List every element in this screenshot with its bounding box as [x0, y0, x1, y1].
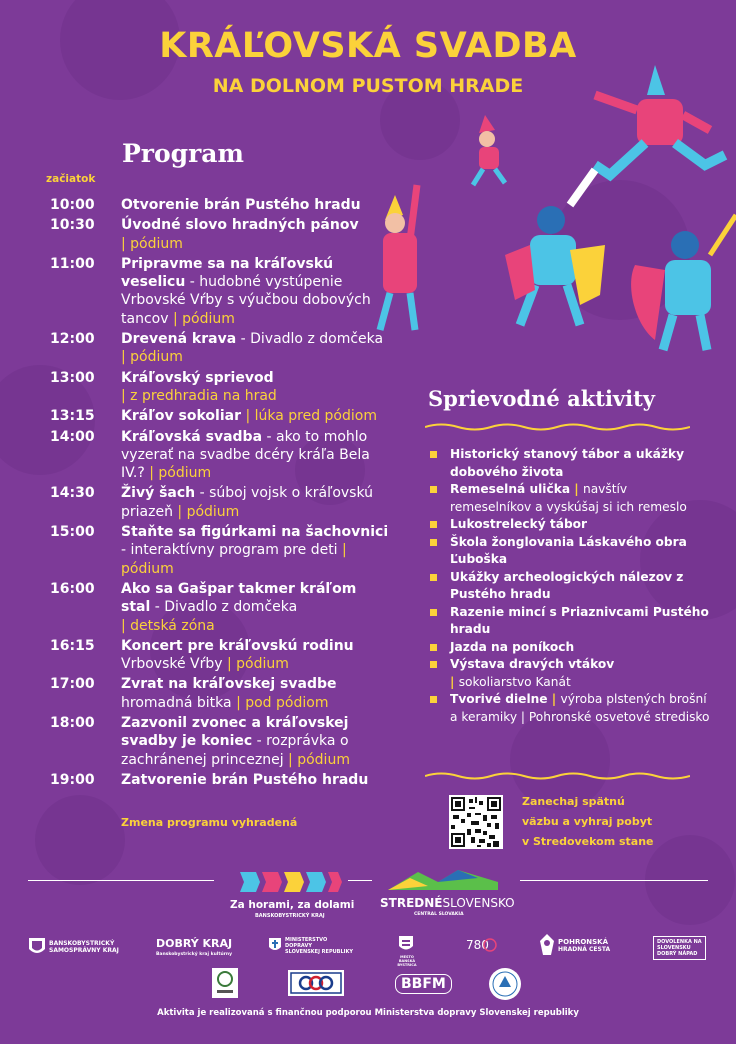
schedule-venue: | pódium: [172, 310, 235, 327]
schedule-time: 18:00: [50, 715, 95, 732]
bullet-icon: [430, 696, 437, 703]
schedule-venue: | lúka pred pódiom: [245, 408, 377, 425]
bullet-icon: [430, 539, 437, 546]
schedule-venue: | z predhradia na hrad: [121, 387, 277, 404]
pohronska-logo-text: [558, 938, 610, 953]
bullet-icon: [430, 451, 437, 458]
bullet-icon: [430, 644, 437, 651]
bbsk-line: SAMOSPRÁVNY KRAJ: [49, 947, 119, 954]
list-item: [430, 569, 710, 604]
program-schedule: [50, 196, 390, 791]
schedule-row: [50, 523, 390, 578]
schedule-title: Koncert pre kráľovskú rodinu: [121, 637, 354, 654]
schedule-row: [50, 580, 390, 635]
svg-text:780: 780: [466, 938, 489, 952]
dobry-napad-logo: [653, 936, 706, 960]
schedule-venue: | detská zóna: [121, 617, 215, 634]
schedule-title: Zvrat na kráľovskej svadbe: [121, 676, 337, 693]
schedule-time: 14:00: [50, 428, 95, 445]
feedback-text: [522, 792, 672, 852]
partner-circles-logo-icon: [288, 970, 344, 996]
schedule-venue: | pódium: [288, 751, 350, 768]
schedule-time: 14:30: [50, 485, 95, 502]
schedule-venue: | pod pódiom: [236, 694, 329, 711]
schedule-title: Pripravme sa na kráľovskú veselicu: [121, 255, 334, 291]
ministry-logo-text: [285, 937, 353, 955]
pohronska-cesta-logo-icon: [538, 933, 556, 957]
schedule-title: Kráľovská svadba: [121, 428, 263, 445]
schedule-time: 13:15: [50, 408, 95, 425]
list-item: [430, 481, 710, 516]
schedule-time: 10:30: [50, 217, 95, 234]
schedule-time: 10:00: [50, 197, 95, 213]
footer-divider-left: [28, 880, 214, 881]
schedule-row: [50, 714, 390, 769]
activities-list: [430, 446, 710, 726]
feedback-line: väzbu a vyhraj pobyt: [522, 815, 653, 828]
activity-details: sokoliarstvo Kanát: [458, 674, 571, 689]
schedule-details: - súboj vojsk o kráľovskú priazeň: [121, 485, 374, 520]
schedule-details: - hudobné vystúpenie Vrbovské Vŕby s výučbou dobových tancov: [121, 274, 371, 327]
list-item: [430, 534, 710, 569]
schedule-venue: | pódium: [121, 235, 183, 252]
stredne-slovensko-logo-sub: CENTRAL SLOVAKIA: [414, 912, 464, 917]
ministry-line: DOPRAVY: [285, 943, 312, 949]
schedule-venue: | pódium: [177, 503, 240, 520]
schedule-row: [50, 196, 390, 214]
schedule-row: [50, 330, 390, 367]
schedule-time: 17:00: [50, 676, 95, 693]
schedule-details: - rozprávka o zachránenej princeznej: [121, 733, 349, 768]
schedule-title: Kráľov sokoliar: [121, 408, 241, 425]
activities-heading: Sprievodné aktivity: [428, 386, 656, 411]
schedule-title: Kráľovský sprievod: [121, 369, 274, 386]
dobry-kraj-logo-text: DOBRÝ KRAJ: [156, 937, 233, 950]
footer-divider-right: [520, 880, 708, 881]
list-item: [430, 516, 710, 534]
schedule-details: - Divadlo z domčeka: [150, 599, 298, 616]
bullet-icon: [430, 486, 437, 493]
bbfm-logo-text: BBFM: [395, 974, 452, 994]
schedule-title: Ako sa Gašpar takmer kráľom stal: [121, 580, 357, 616]
jumping-figure-icon: [595, 65, 725, 175]
knight-shield-icon: [631, 215, 736, 350]
activity-title: Remeselná ulička: [450, 482, 571, 496]
schedule-title: Zazvonil zvonec a kráľovskej svadby je koniec: [121, 715, 349, 750]
schedule-venue: | pódium: [149, 465, 212, 482]
activity-title: Ukážky archeologických nálezov z Pustého hradu: [450, 569, 684, 601]
feedback-line: v Stredovekom stane: [522, 835, 654, 848]
list-item: [430, 691, 710, 726]
schedule-row: [50, 369, 390, 406]
stredne-slovensko-logo-icon: [388, 868, 498, 894]
schedule-title: Staňte sa figúrkami na šachovnici: [121, 524, 389, 541]
knights-illustration: [355, 55, 736, 355]
za-horami-logo-text: Za horami, za dolami: [230, 899, 355, 911]
dobry-kraj-logo-sub: Banskobystrický kraj kultúrny: [156, 952, 233, 957]
schedule-time: 16:00: [50, 580, 95, 597]
stredne-slovensko-logo-text: [380, 896, 515, 910]
ministry-crest-icon: [268, 937, 282, 953]
schedule-time: 11:00: [50, 255, 95, 272]
ministry-line: SLOVENSKEJ REPUBLIKY: [285, 949, 354, 955]
wave-divider-top: [425, 422, 690, 432]
schedule-title: Drevená krava: [121, 331, 237, 348]
schedule-row: [50, 428, 390, 483]
list-item: [430, 639, 710, 657]
wave-divider-bottom: [425, 771, 690, 781]
schedule-row: [50, 255, 390, 328]
schedule-time: 12:00: [50, 331, 95, 348]
schedule-title: Úvodné slovo hradných pánov: [121, 217, 359, 234]
schedule-venue: | pódium: [121, 542, 347, 577]
small-figure-icon: [473, 115, 505, 185]
pohronska-line: POHRONSKÁ: [558, 938, 609, 946]
schedule-time: 13:00: [50, 369, 95, 386]
dobry-napad-line: DOBRÝ NÁPAD: [657, 951, 698, 957]
activity-title: Tvorivé dielne: [450, 692, 548, 706]
footer-text: Aktivita je realizovaná s finančnou podporou Ministerstva dopravy Slovenskej republiky: [157, 1008, 579, 1018]
program-note: Zmena programu vyhradená: [121, 816, 298, 829]
activity-title: Lukostrelecký tábor: [450, 517, 588, 531]
pohronska-line: HRADNÁ CESTA: [558, 946, 611, 953]
activity-title: Jazda na poníkoch: [450, 639, 575, 654]
anniversary-780-logo-icon: [464, 933, 498, 959]
za-horami-logo-sub: BANSKOBYSTRICKÝ KRAJ: [255, 913, 325, 919]
round-seal-logo-icon: [488, 967, 522, 1001]
partner-badge-logo-icon: [212, 968, 238, 998]
event-subtitle: NA DOLNOM PUSTOM HRADE: [212, 75, 524, 97]
activity-title: Škola žonglovania Láskavého obra Ľuboška: [450, 534, 687, 566]
bullet-icon: [430, 521, 437, 528]
schedule-venue: | pódium: [121, 349, 183, 366]
schedule-title: Otvorenie brán Pustého hradu: [121, 197, 361, 213]
schedule-details: hromadná bitka: [121, 694, 237, 711]
bbsk-logo-text: [49, 940, 119, 954]
za-horami-logo-icon: [232, 868, 344, 896]
stredne-text-a: STREDNÉ: [380, 896, 443, 910]
schedule-details: - interaktívny program pre deti: [121, 542, 343, 559]
stredne-text-b: SLOVENSKO: [442, 896, 515, 910]
program-heading: Program: [122, 139, 244, 168]
activity-title: Výstava dravých vtákov: [450, 657, 615, 671]
schedule-details: - Divadlo z domčeka: [236, 331, 384, 348]
bbsk-line: BANSKOBYSTRICKÝ: [49, 940, 115, 947]
banska-bystrica-crest-icon: [398, 935, 414, 953]
list-item: [430, 604, 710, 639]
activity-title: Razenie mincí s Priaznivcami Pustého hradu: [450, 604, 709, 636]
bbsk-crest-icon: [28, 937, 46, 957]
qr-code-icon[interactable]: [449, 795, 503, 849]
ministry-line: MINISTERSTVO: [285, 937, 328, 943]
event-title: KRÁĽOVSKÁ SVADBA: [159, 26, 577, 66]
schedule-title: Zatvorenie brán Pustého hradu: [121, 771, 369, 788]
activity-details: navštív remeselníkov a vyskúšaj si ich remeslo: [450, 482, 687, 514]
schedule-venue: | pódium: [227, 656, 289, 673]
schedule-time: 19:00: [50, 771, 95, 788]
activity-details: výroba plstených brošní a keramiky | Pohronské osvetové stredisko: [450, 692, 710, 724]
start-time-label: začiatok: [46, 173, 96, 185]
mesto-logo-text: MESTO BANSKÁ BYSTRICA: [397, 955, 417, 967]
schedule-title: Živý šach: [121, 485, 196, 502]
knight-sword-icon: [505, 170, 605, 325]
schedule-time: 15:00: [50, 524, 95, 541]
list-item: [430, 656, 710, 691]
schedule-row: [50, 484, 390, 521]
list-item: [430, 446, 710, 481]
dobry-napad-line: SLOVENSKU: [657, 945, 691, 951]
activity-title: Historický stanový tábor a ukážky dobového života: [450, 447, 685, 479]
schedule-details: Vrbovské Vŕby: [121, 656, 227, 673]
schedule-details: - ako to mohlo vyzerať na svadbe dcéry kráľa Bela IV.?: [121, 428, 370, 482]
activity-separator: |: [450, 674, 459, 689]
feedback-line: Zanechaj spätnú: [522, 795, 625, 808]
bullet-icon: [430, 574, 437, 581]
schedule-row: [50, 637, 390, 674]
schedule-time: 16:15: [50, 637, 95, 654]
dobry-napad-line: DOVOLENKA NA: [657, 939, 702, 945]
bullet-icon: [430, 609, 437, 616]
schedule-row: [50, 771, 390, 789]
schedule-row: [50, 216, 390, 253]
footer-divider-center: [348, 880, 372, 881]
schedule-row: [50, 675, 390, 712]
activity-separator: |: [547, 692, 561, 706]
schedule-row: [50, 407, 390, 425]
bullet-icon: [430, 661, 437, 668]
activity-separator: |: [570, 482, 583, 496]
